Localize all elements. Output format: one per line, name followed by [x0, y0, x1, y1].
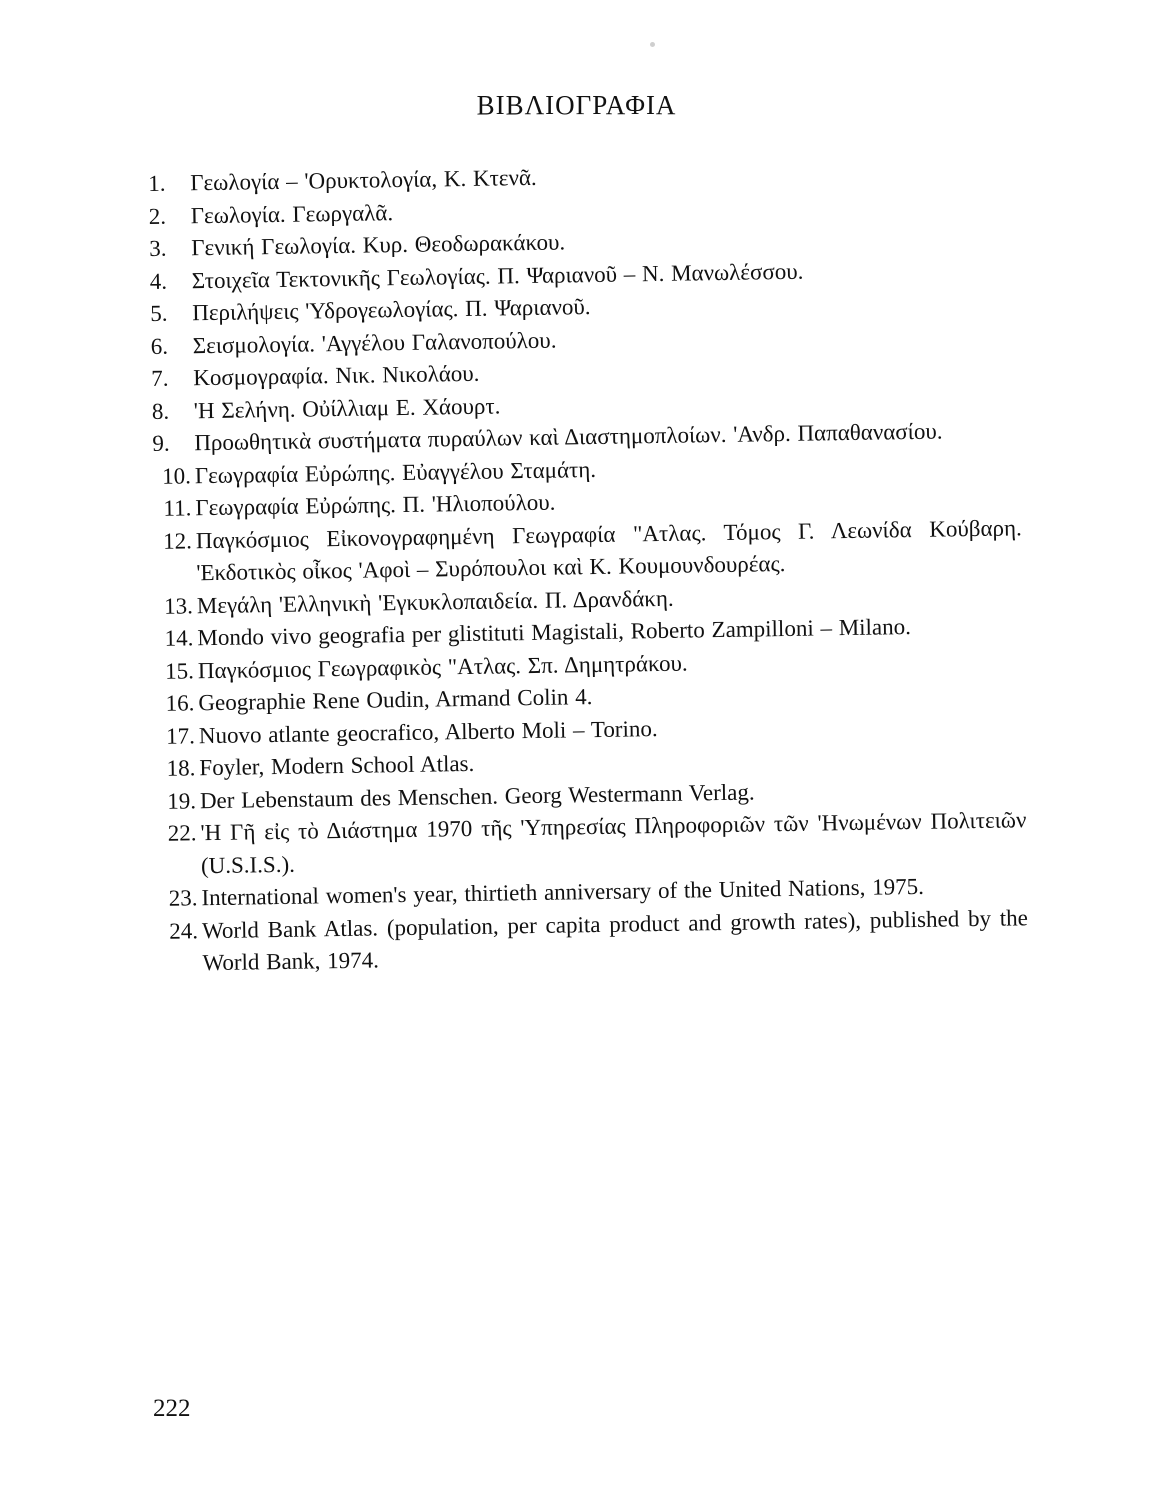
- entry-text: Σεισμολογία. 'Αγγέλου Γαλανοπούλου.: [192, 327, 557, 358]
- entry-text: 'Η Γῆ εἰς τὸ Διάστημα 1970 τῆς 'Υπηρεσίας Πληροφοριῶν τῶν 'Ηνωμένων Πολιτειῶν (U.S.I.S.).: [200, 807, 1027, 878]
- entry-text: Παγκόσμιος Εἰκονογραφημένη Γεωγραφία "Ατλας. Τόμος Γ. Λεωνίδα Κούβαρη. 'Εκδοτικὸς οἶκος 'Αφοὶ – Συρόπουλοι καὶ Κ. Κουμουνδουρέας.: [195, 514, 1022, 586]
- entry-text: Γεωγραφία Εὐρώπης. Εὐαγγέλου Σταμάτη.: [194, 456, 597, 488]
- entry-number: 18.: [166, 755, 196, 781]
- entry-number: 19.: [166, 787, 197, 814]
- entry-text: Γεωλογία – 'Ορυκτολογία, Κ. Κτενᾶ.: [190, 164, 537, 196]
- entry-number: 23.: [168, 885, 198, 911]
- entry-number: 2.: [148, 203, 167, 229]
- bibliography-list: [146, 154, 1029, 980]
- entry-number: 6.: [150, 333, 169, 359]
- entry-number: 17.: [165, 722, 196, 749]
- entry-text: Γενική Γεωλογία. Κυρ. Θεοδωρακάκου.: [191, 229, 566, 261]
- entry-number: 5.: [150, 300, 168, 326]
- entry-text: Der Lebenstaum des Menschen. Georg Westermann Verlag.: [199, 779, 755, 813]
- entry-number: 24.: [169, 917, 199, 944]
- entry-number: 22.: [167, 820, 197, 846]
- scan-speck: [650, 42, 655, 47]
- entry-number: 15.: [164, 657, 195, 684]
- entry-text: Κοσμογραφία. Νικ. Νικολάου.: [193, 360, 480, 391]
- entry-text: World Bank Atlas. (population, per capita product and growth rates), published by the World Bank, 1974.: [201, 904, 1029, 976]
- entry-text: Γεωλογία. Γεωργαλᾶ.: [190, 199, 394, 228]
- page-number: 222: [153, 1395, 191, 1422]
- entry-text: Μεγάλη 'Ελληνικὴ 'Εγκυκλοπαιδεία. Π. Δρανδάκη.: [196, 585, 674, 618]
- entry-text: Παγκόσμιος Γεωγραφικὸς "Ατλας. Σπ. Δημητράκου.: [197, 650, 688, 683]
- entry-text: International women's year, thirtieth anniversary of the United Nations, 1975.: [201, 873, 925, 911]
- entry-number: 13.: [163, 592, 194, 619]
- entry-text: Nuovo atlante geocrafico, Alberto Moli – Torino.: [198, 715, 658, 748]
- entry-text: Mondo vivo geografia per glistituti Magistali, Roberto Zampilloni – Milano.: [197, 614, 912, 651]
- page-title: ΒΙΒΛΙΟΓΡΑΦΙΑ: [476, 90, 677, 120]
- entry-text: Προωθητικὰ συστήματα πυραύλων καὶ Διαστημοπλοίων. 'Ανδρ. Παπαθανασίου.: [194, 418, 943, 456]
- entry-text: Γεωγραφία Εὐρώπης. Π. 'Ηλιοπούλου.: [195, 489, 556, 521]
- entry-number: 9.: [152, 430, 170, 456]
- entry-number: 12.: [162, 527, 193, 554]
- entry-number: 8.: [151, 398, 170, 424]
- entry-number: 14.: [164, 625, 194, 651]
- entry-text: Στοιχεῖα Τεκτονικῆς Γεωλογίας. Π. Ψαριανοῦ – Ν. Μανωλέσσου.: [191, 258, 804, 293]
- entry-number: 7.: [151, 365, 169, 391]
- entry-number: 16.: [165, 690, 195, 716]
- entry-number: 1.: [148, 170, 166, 196]
- entry-text: Geographie Rene Oudin, Armand Colin 4.: [198, 684, 593, 716]
- entry-text: Περιλήψεις 'Υδρογεωλογίας. Π. Ψαριανοῦ.: [192, 294, 591, 326]
- entry-number: 11.: [163, 495, 192, 521]
- entry-number: 3.: [149, 235, 167, 261]
- entry-text: 'Η Σελήνη. Οὐίλλιαμ Ε. Χάουρτ.: [193, 392, 501, 423]
- entry-text: Foyler, Modern School Atlas.: [199, 750, 475, 781]
- entry-number: 10.: [161, 462, 192, 489]
- bibliography-entry: [158, 902, 1029, 981]
- entry-number: 4.: [149, 268, 168, 294]
